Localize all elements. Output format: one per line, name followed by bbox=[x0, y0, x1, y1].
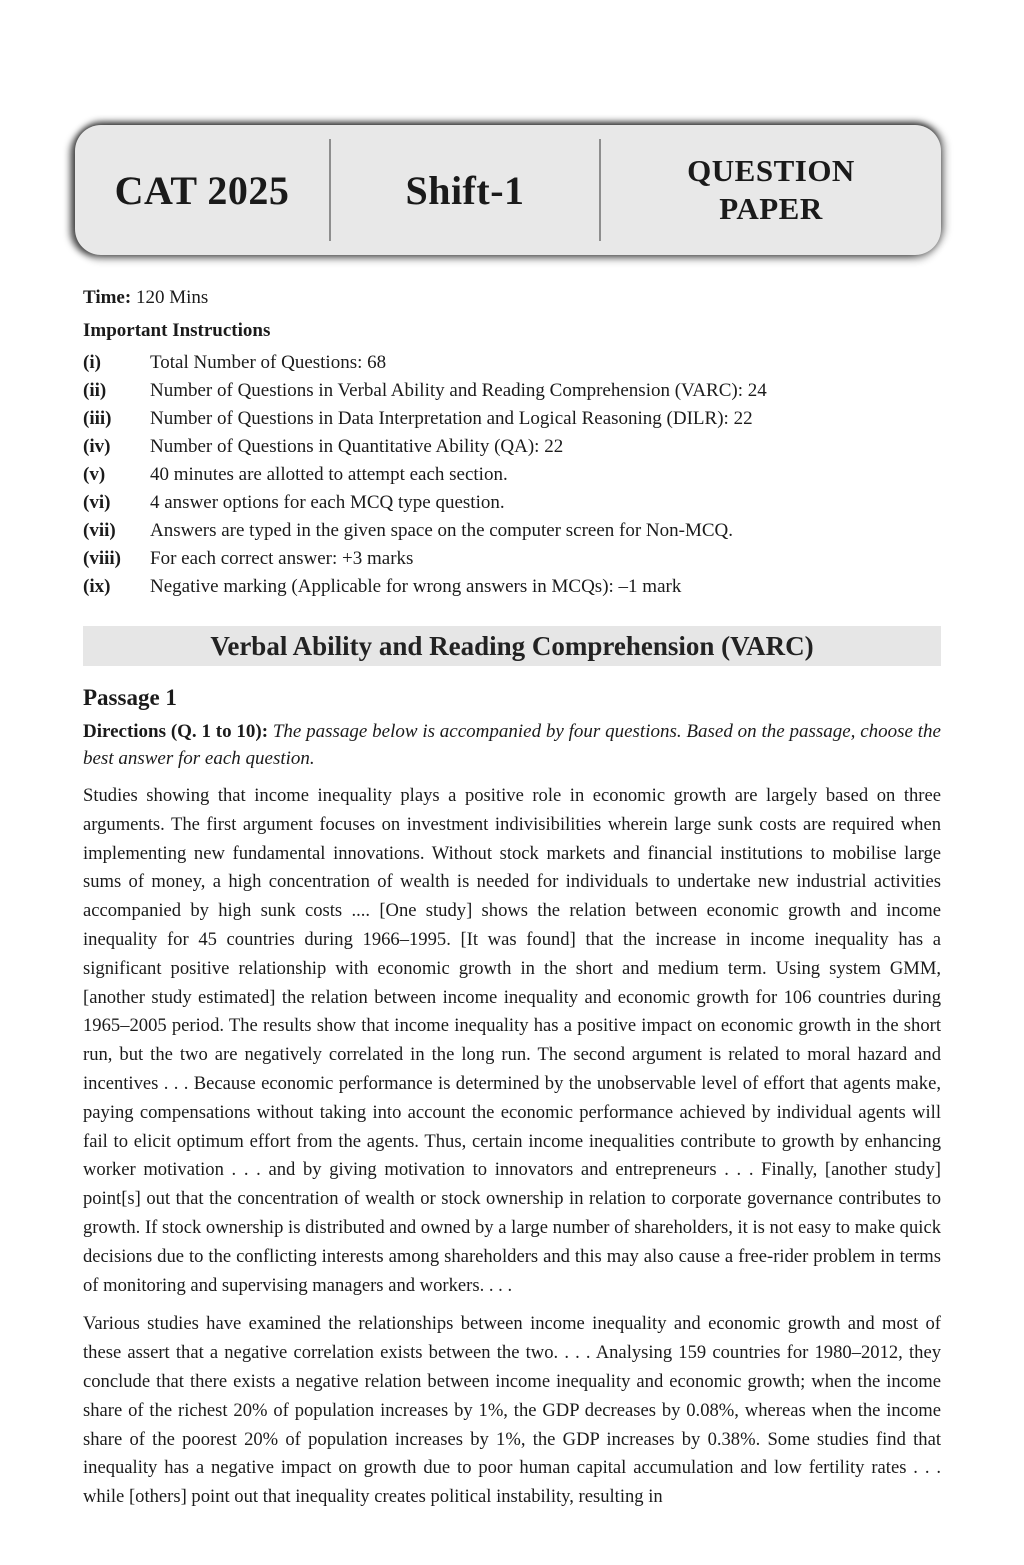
instruction-number: (ii) bbox=[83, 380, 107, 401]
instruction-number: (iv) bbox=[83, 436, 111, 457]
instruction-number: (iii) bbox=[83, 408, 112, 429]
instruction-text: Answers are typed in the given space on the computer screen for Non-MCQ. bbox=[150, 520, 734, 541]
passage-paragraph-2: Various studies have examined the relationships between income inequality and economic growth and most of these assert that a negative correlation exists between the two. . . . Analysing 159 countries for 1980–2012, they conclude that there exists a negative relation between income inequality and economic growth; when the income share of the richest 20% of population increases by 1%, the GDP decreases by 0.08%, whereas when the income share of the poorest 20% of population increases by 1%, the GDP increases by 0.38%. Some studies find that inequality has a negative impact on growth due to poor human capital accumulation and low fertility rates . . . while [others] point out that inequality creates political instability, resulting in bbox=[83, 1313, 941, 1508]
section-header-varc: Verbal Ability and Reading Comprehension (VARC) bbox=[83, 626, 941, 666]
exam-shift: Shift-1 bbox=[405, 167, 525, 213]
instruction-number: (v) bbox=[83, 464, 106, 485]
instruction-number: (i) bbox=[83, 352, 101, 373]
exam-header-badge bbox=[75, 125, 941, 255]
doc-type-line1: QUESTION bbox=[687, 153, 855, 189]
instruction-text: 40 minutes are allotted to attempt each section. bbox=[150, 464, 508, 485]
instruction-row bbox=[83, 377, 941, 405]
instruction-row bbox=[83, 461, 941, 489]
instruction-text: Number of Questions in Verbal Ability and Reading Comprehension (VARC): 24 bbox=[150, 380, 767, 401]
instruction-number: (ix) bbox=[83, 576, 111, 597]
instruction-row bbox=[83, 545, 941, 573]
question-paper-page bbox=[0, 125, 1024, 1565]
exam-name: CAT 2025 bbox=[114, 167, 290, 213]
instruction-text: For each correct answer: +3 marks bbox=[150, 548, 414, 569]
instruction-row bbox=[83, 489, 941, 517]
instruction-row bbox=[83, 573, 941, 601]
time-line bbox=[83, 287, 941, 309]
time-value: 120 Mins bbox=[131, 287, 209, 308]
instruction-row bbox=[83, 405, 941, 433]
instruction-text: 4 answer options for each MCQ type question. bbox=[150, 492, 505, 513]
instruction-number: (viii) bbox=[83, 548, 121, 569]
instruction-row bbox=[83, 517, 941, 545]
instruction-text: Number of Questions in Quantitative Ability (QA): 22 bbox=[150, 436, 564, 457]
time-label: Time: bbox=[83, 287, 132, 308]
instruction-row bbox=[83, 433, 941, 461]
instruction-text: Negative marking (Applicable for wrong answers in MCQs): –1 mark bbox=[150, 576, 682, 597]
instruction-text: Total Number of Questions: 68 bbox=[150, 352, 387, 373]
instruction-number: (vii) bbox=[83, 520, 116, 541]
passage-title: Passage 1 bbox=[83, 685, 177, 710]
doc-type-title bbox=[601, 125, 941, 255]
instruction-number: (vi) bbox=[83, 492, 111, 513]
directions-label: Directions (Q. 1 to 10): bbox=[83, 721, 273, 742]
instructions-list bbox=[83, 349, 941, 601]
instruction-text: Number of Questions in Data Interpretation and Logical Reasoning (DILR): 22 bbox=[150, 408, 753, 429]
instructions-title: Important Instructions bbox=[83, 320, 271, 341]
directions-text: The passage below is accompanied by four questions. Based on the passage, choose the best answer for each question. bbox=[83, 721, 941, 769]
instruction-row bbox=[83, 349, 941, 377]
doc-type-line2: PAPER bbox=[719, 191, 823, 226]
passage-directions bbox=[83, 718, 941, 772]
passage-paragraph-1: Studies showing that income inequality plays a positive role in economic growth are largely based on three arguments. The first argument focuses on investment indivisibilities wherein large sunk costs are required when implementing new fundamental innovations. Without stock markets and financial institutions to mobilise large sums of money, a high concentration of wealth is needed for individuals to undertake new industrial activities accompanied by high sunk costs .... [One study] shows the relation between economic growth and income inequality for 45 countries during 1966–1995. [It was found] that the increase in income inequality has a significant positive relationship with economic growth in the short and medium term. Using system GMM, [another study estimated] the relation between income inequality and economic growth for 106 countries during 1965–2005 period. The results show that income inequality has a positive impact on economic growth in the short run, but the two are negatively correlated in the long run. The second argument is related to moral hazard and incentives . . . Because economic performance is determined by the unobservable level of effort that agents make, paying compensations without taking into account the economic performance achieved by individual agents will fail to elicit optimum effort from the agents. Thus, certain income inequalities contribute to growth by enhancing worker motivation . . . and by giving motivation to innovators and entrepreneurs . . . Finally, [another study] point[s] out that the concentration of wealth or stock ownership in relation to corporate governance contributes to growth. If stock ownership is distributed and owned by a large number of shareholders, it is not easy to make quick decisions due to the conflicting interests among shareholders and this may also cause a free-rider problem in terms of monitoring and supervising managers and workers. . . . bbox=[83, 785, 941, 1296]
